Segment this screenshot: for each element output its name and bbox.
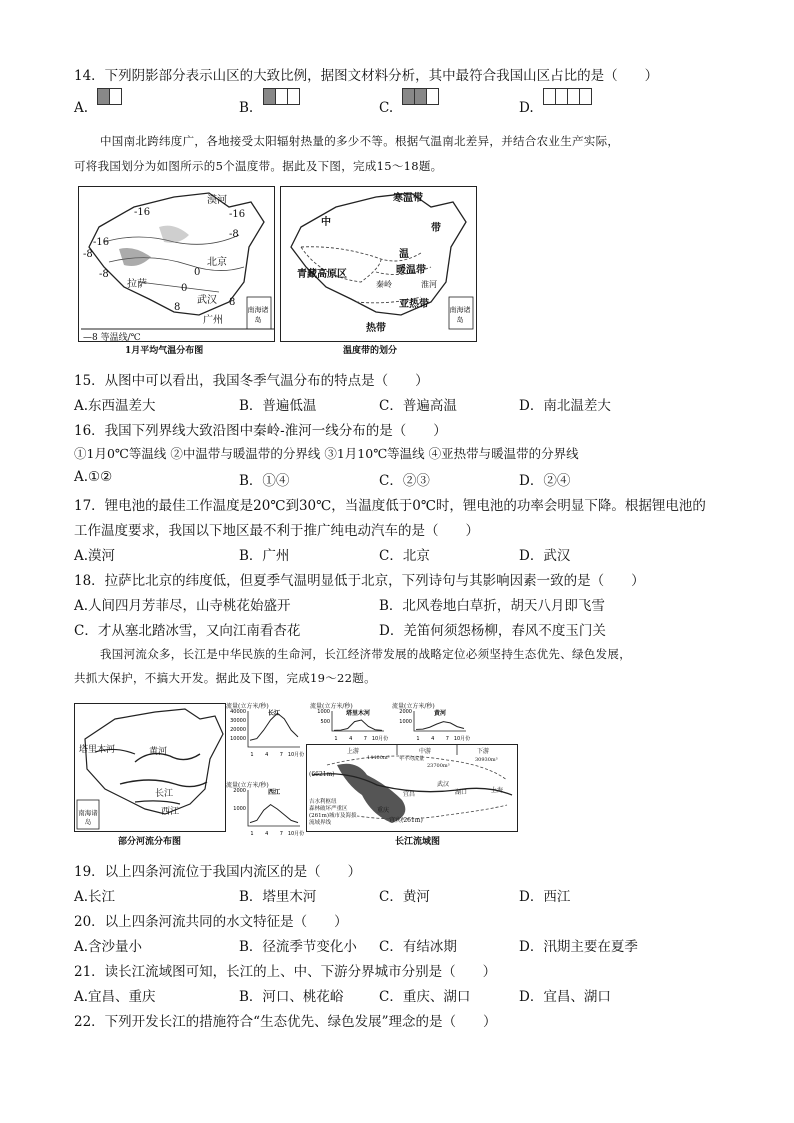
y-tick-label: 30000	[230, 718, 246, 724]
zone-cold-temperate: 寒温带	[393, 193, 423, 204]
material2-line1: 我国河流众多，长江是中华民族的生命河，长江经济带发展的战略定位必须坚持生态优先、绿色发展，	[100, 647, 631, 661]
temperature-zone-map	[280, 186, 477, 342]
isotherm-label: 0	[194, 267, 201, 278]
flow-series-line	[250, 713, 298, 740]
isotherm-label: 8	[174, 302, 181, 313]
q14-stem: 14．下列阴影部分表示山区的大致比例，据图文材料分析，其中最符合我国山区占比的是（ ）	[74, 68, 659, 84]
q17-stem-line2: 工作温度要求，我国以下地区最不利于推广纯电动汽车的是（ ）	[74, 523, 479, 539]
q16-option-d[interactable]: D．②④	[519, 473, 571, 489]
x-tick-label: 1	[250, 831, 254, 837]
isotherm-label: 0	[181, 283, 188, 294]
x-tick-label: 7	[363, 736, 367, 742]
q18-option-a[interactable]: A.人间四月芳菲尽，山寺桃花始盛开	[74, 598, 291, 614]
label-yellow-river: 黄河	[149, 747, 168, 757]
flow-value: 30930m³	[475, 757, 498, 763]
x-tick-label: 7	[279, 831, 283, 837]
chart-xijiang	[226, 782, 306, 838]
zone-subtropical: 亚热带	[399, 299, 429, 310]
q17-options	[74, 544, 734, 564]
label-south-sea-islands: 南海诸岛	[449, 306, 471, 324]
isotherm-label: -16	[229, 209, 246, 220]
flow-value: 14400m³	[367, 755, 390, 761]
map4-legend: 吉水利枢纽 森林破坏严重区 (261m)城市及海拔 流域界线	[309, 799, 357, 826]
q15-option-c[interactable]: C．普遍高温	[379, 398, 457, 414]
q14-option-d[interactable]: D.	[519, 98, 592, 119]
y-tick-label: 1000	[399, 719, 412, 725]
zone-middle: 中	[321, 217, 331, 228]
y-tick-label: 10000	[230, 736, 246, 742]
zone-warm-temperate: 暖温带	[396, 265, 426, 276]
material2-line2: 共抓大保护，不搞大开发。据此及下图，完成19～22题。	[74, 671, 376, 685]
ratio-box-d	[544, 88, 592, 109]
river-distribution-map	[74, 703, 226, 832]
chart-river-name: 长江	[267, 710, 281, 717]
china-outline-2	[281, 187, 476, 341]
chart-ylabel: 流量(立方米/秒)	[392, 703, 435, 710]
isotherm-label: -16	[93, 237, 110, 248]
label-lhasa: 拉萨	[127, 279, 147, 290]
x-tick-label: 4	[265, 752, 269, 758]
q21-option-a[interactable]: A.宜昌、重庆	[74, 989, 156, 1005]
q16-option-b[interactable]: B．①④	[239, 473, 290, 489]
chart-tarim	[310, 703, 390, 743]
x-tick-label: 4	[265, 831, 269, 837]
x-tick-label: 7	[279, 752, 283, 758]
q19-options	[74, 885, 734, 905]
isotherm-label: -8	[83, 249, 93, 260]
q19-option-b[interactable]: B．塔里木河	[239, 889, 317, 905]
q14-options	[74, 98, 734, 119]
q15-stem: 15．从图中可以看出，我国冬季气温分布的特点是（ ）	[74, 373, 429, 389]
q17-option-c[interactable]: C．北京	[379, 548, 430, 564]
yangtze-basin-map	[306, 744, 518, 832]
label-wuhan: 武汉	[197, 295, 217, 306]
ratio-box-b	[264, 88, 300, 109]
map1-caption: 1月平均气温分布图	[125, 346, 204, 356]
chart-yellow	[392, 703, 472, 743]
q16-option-a[interactable]: A.①②	[74, 469, 113, 485]
q19-stem: 19．以上四条河流位于我国内流区的是（ ）	[74, 864, 362, 880]
label-annual-flow: 年平均流量	[399, 756, 425, 762]
map3-caption: 部分河流分布图	[118, 837, 182, 847]
q20-option-d[interactable]: D．汛期主要在夏季	[519, 939, 638, 955]
q18-options-row1	[74, 594, 734, 614]
y-tick-label: 20000	[230, 727, 246, 733]
label-beijing: 北京	[207, 257, 227, 268]
y-tick-label: 1000	[233, 806, 246, 812]
chart-ylabel: 流量(立方米/秒)	[226, 782, 269, 789]
label-hukou: 湖口	[455, 789, 468, 796]
isotherm-label: -16	[134, 207, 151, 218]
chart-river-name: 塔里木河	[345, 710, 371, 717]
q16-stem: 16．我国下列界线大致沿图中秦岭-淮河一线分布的是（ ）	[74, 423, 447, 439]
label-qinling: 秦岭	[376, 280, 392, 289]
flow-chart-svg	[226, 703, 306, 759]
q20-option-b[interactable]: B．径流季节变化小	[239, 939, 357, 955]
flow-chart-svg	[226, 782, 306, 838]
y-tick-label: 2000	[399, 709, 412, 715]
label-guangzhou: 广州	[203, 315, 223, 326]
x-tick-label: 10月份	[453, 736, 471, 742]
ratio-box-c	[403, 88, 439, 109]
map2-caption: 温度带的划分	[343, 346, 398, 356]
q18-option-d[interactable]: D．羌笛何须怨杨柳，春风不度玉门关	[379, 623, 606, 639]
q15-option-b[interactable]: B．普遍低温	[239, 398, 317, 414]
label-tarim-river: 塔里木河	[79, 745, 116, 755]
material1-line2: 可将我国划分为如图所示的5个温度带。据此及下图，完成15～18题。	[74, 159, 443, 173]
y-tick-label: 500	[320, 719, 330, 725]
q16-option-c[interactable]: C．②③	[379, 473, 430, 489]
x-tick-label: 10月份	[287, 831, 305, 837]
q14-option-b[interactable]: B.	[239, 98, 379, 119]
label-shanghai: 上海	[491, 787, 504, 794]
label-south-sea-islands: 南海诸岛	[78, 809, 98, 826]
q21-options	[74, 985, 734, 1005]
isotherm-label: 8	[229, 297, 236, 308]
x-tick-label: 1	[334, 736, 338, 742]
zone-tibetan-plateau: 青藏高原区	[297, 269, 347, 280]
chart-yangtze	[226, 703, 306, 759]
isotherm-label: -8	[99, 269, 109, 280]
zone-temperate: 温	[399, 249, 409, 260]
label-chongqing: 重庆	[377, 807, 390, 814]
chart-river-name: 黄河	[433, 710, 447, 717]
q21-option-d[interactable]: D．宜昌、湖口	[519, 989, 611, 1005]
label-wuhan-4: 武汉	[437, 781, 450, 788]
label-mohe: 漠河	[207, 195, 227, 206]
chart-ylabel: 流量(立方米/秒)	[226, 703, 269, 710]
label-middle: 中游	[419, 748, 432, 755]
x-tick-label: 10月份	[371, 736, 389, 742]
q20-option-a[interactable]: A.含沙量小	[74, 939, 143, 955]
x-tick-label: 1	[416, 736, 420, 742]
ratio-box-a	[98, 88, 122, 109]
q14-option-a[interactable]: A.	[74, 98, 239, 119]
q19-option-d[interactable]: D．西江	[519, 889, 571, 905]
y-tick-label: 40000	[230, 709, 246, 715]
q19-option-a[interactable]: A.长江	[74, 889, 116, 905]
january-temperature-map	[78, 186, 275, 342]
q15-options	[74, 394, 734, 414]
q17-option-b[interactable]: B．广州	[239, 548, 290, 564]
q15-option-a[interactable]: A.东西温差大	[74, 398, 156, 414]
flow-series-line	[416, 722, 464, 730]
label-south-sea-islands: 南海诸岛	[247, 306, 269, 324]
label-yangtze: 长江	[155, 789, 174, 799]
map4-caption: 长江流域图	[395, 837, 441, 847]
material1-line1: 中国南北跨纬度广，各地接受太阳辐射热量的多少不等。根据气温南北差异，并结合农业生产实际，	[100, 134, 620, 148]
q17-stem-line1: 17．锂电池的最佳工作温度是20℃到30℃，当温度低于0℃时，锂电池的功率会明显下降。根据锂电池的	[74, 498, 706, 514]
q18-option-b[interactable]: B．北风卷地白草折，胡天八月即飞雪	[379, 598, 605, 614]
label-yichang: 宜昌	[403, 791, 416, 798]
q21-option-c[interactable]: C．重庆、湖口	[379, 989, 471, 1005]
q19-option-c[interactable]: C．黄河	[379, 889, 430, 905]
q22-stem: 22．下列开发长江的措施符合“生态优先、绿色发展”理念的是（ ）	[74, 1014, 497, 1030]
q18-option-c[interactable]: C．才从塞北踏冰雪，又向江南看杏花	[74, 623, 301, 639]
x-tick-label: 1	[250, 752, 254, 758]
label-lower: 下游	[477, 748, 490, 755]
flow-series-line	[250, 805, 298, 823]
q20-options	[74, 935, 734, 955]
map1-legend: —8 等温线/℃	[83, 333, 141, 342]
q20-option-c[interactable]: C．有结冰期	[379, 939, 457, 955]
flow-value: 23700m³	[427, 763, 450, 769]
q16-options	[74, 469, 734, 489]
chart-river-name: 西江	[267, 789, 281, 796]
zone-belt: 带	[431, 223, 441, 234]
flow-series-line	[334, 720, 382, 730]
isotherm-label: -8	[229, 229, 239, 240]
chart-ylabel: 流量(立方米/秒)	[310, 703, 353, 710]
q18-options-row2	[74, 619, 734, 639]
x-tick-label: 7	[445, 736, 449, 742]
label-huaihe: 淮河	[421, 280, 437, 289]
x-tick-label: 10月份	[287, 752, 305, 758]
x-tick-label: 4	[431, 736, 435, 742]
label-yibin: 宜宾(261m)	[389, 817, 423, 824]
q20-stem: 20．以上四条河流共同的水文特征是（ ）	[74, 914, 348, 930]
q21-option-b[interactable]: B．河口、桃花峪	[239, 989, 344, 1005]
y-tick-label: 1000	[317, 709, 330, 715]
q16-statements: ①1月0℃等温线 ②中温带与暖温带的分界线 ③1月10℃等温线 ④亚热带与暖温带的分界线	[74, 446, 579, 461]
q17-option-a[interactable]: A.漠河	[74, 548, 116, 564]
q18-stem: 18．拉萨比北京的纬度低，但夏季气温明显低于北京，下列诗句与其影响因素一致的是（ ）	[74, 573, 645, 589]
label-elevation: (6621m)	[309, 771, 335, 778]
label-upper: 上游	[347, 748, 360, 755]
q15-option-d[interactable]: D．南北温差大	[519, 398, 611, 414]
q17-option-d[interactable]: D．武汉	[519, 548, 571, 564]
y-tick-label: 2000	[233, 788, 246, 794]
zone-tropical: 热带	[366, 323, 386, 334]
label-xijiang: 西江	[161, 807, 180, 817]
q21-stem: 21．读长江流域图可知，长江的上、中、下游分界城市分别是（ ）	[74, 964, 497, 980]
x-tick-label: 4	[349, 736, 353, 742]
q14-option-c[interactable]: C.	[379, 98, 519, 119]
